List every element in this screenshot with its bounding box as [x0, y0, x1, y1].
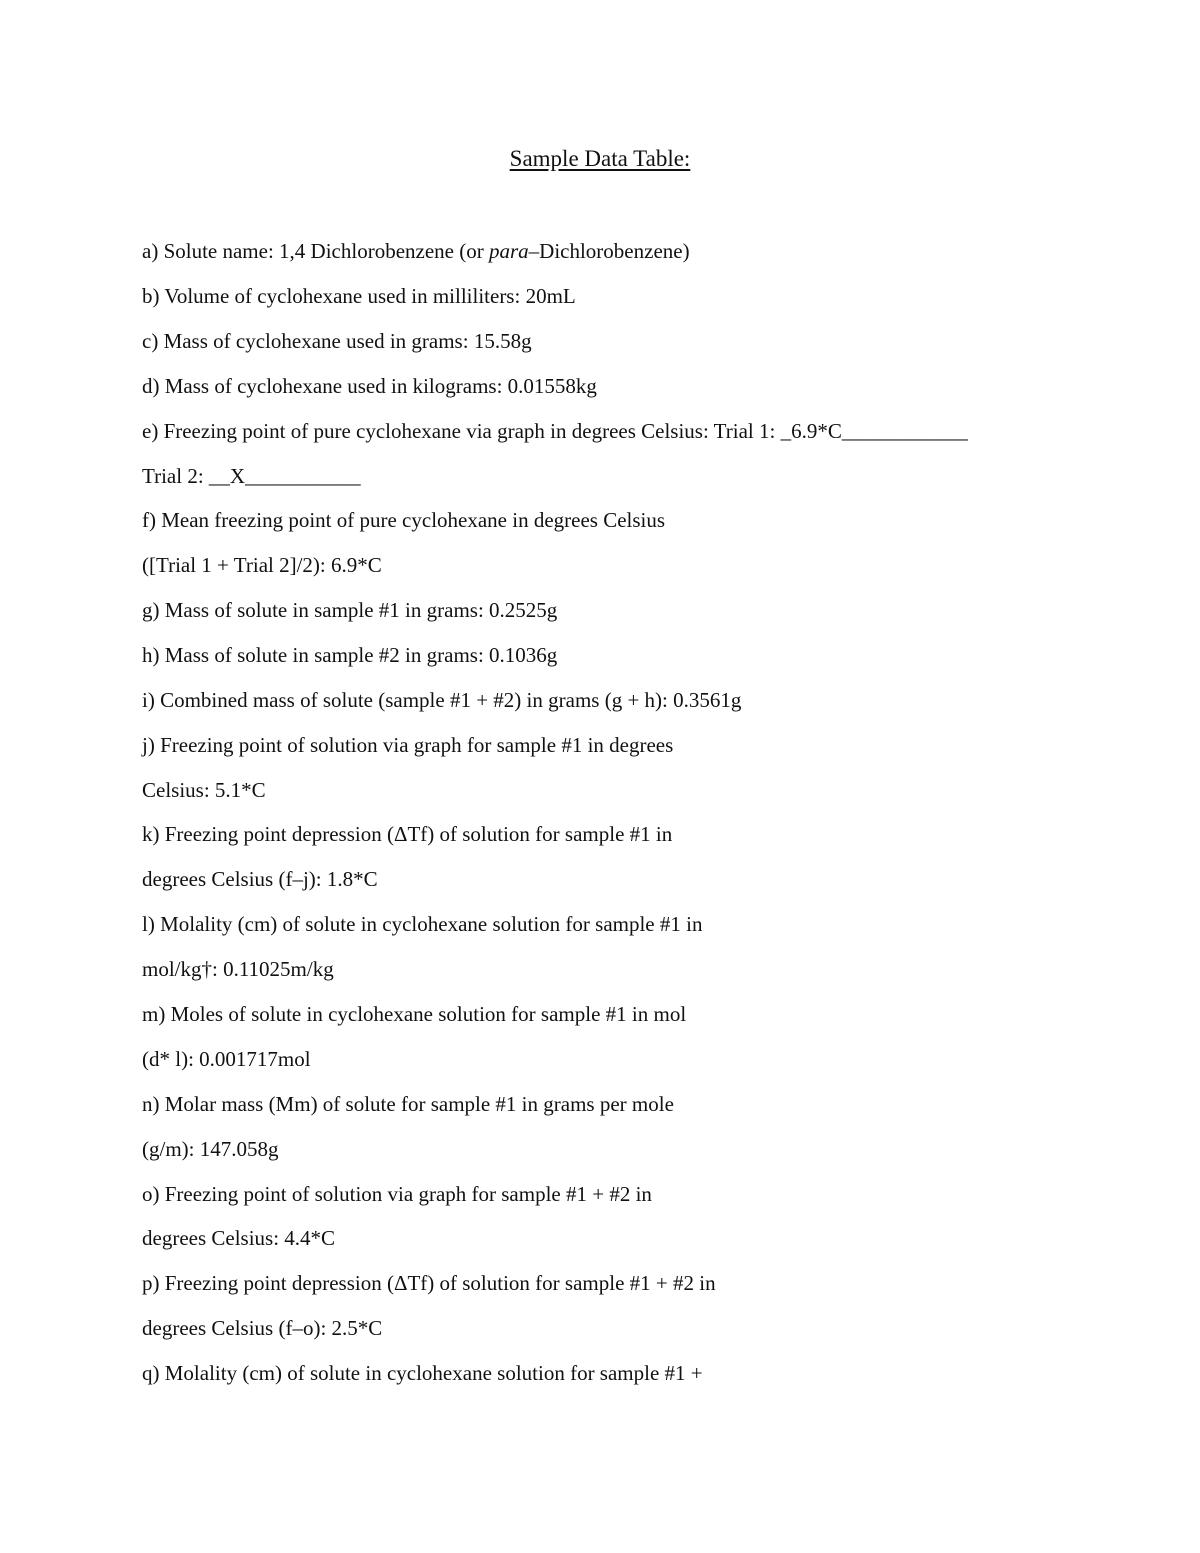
item-e-freezing-point-trial-2: Trial 2: __X___________ [142, 464, 361, 488]
item-q-molality-sample-1-2: q) Molality (cm) of solute in cyclohexane solution for sample #1 + [142, 1361, 703, 1385]
item-k-depression-sample-1-value: degrees Celsius (f–j): 1.8*C [142, 867, 378, 891]
item-c-mass-grams: c) Mass of cyclohexane used in grams: 15.58g [142, 329, 532, 353]
page-title: Sample Data Table: [509, 146, 691, 171]
item-f-mean-freezing-point-value: ([Trial 1 + Trial 2]/2): 6.9*C [142, 553, 382, 577]
item-f-mean-freezing-point: f) Mean freezing point of pure cyclohexane in degrees Celsius [142, 508, 666, 532]
item-i-combined-mass: i) Combined mass of solute (sample #1 + #2) in grams (g + h): 0.3561g [142, 688, 742, 712]
item-o-freezing-point-sample-1-2-value: degrees Celsius: 4.4*C [142, 1226, 336, 1250]
item-j-freezing-point-sample-1: j) Freezing point of solution via graph for sample #1 in degrees [142, 733, 674, 757]
item-d-mass-kilograms: d) Mass of cyclohexane used in kilograms: 0.01558kg [142, 374, 597, 398]
item-l-molality-sample-1: l) Molality (cm) of solute in cyclohexane solution for sample #1 in [142, 912, 703, 936]
item-g-mass-sample-1: g) Mass of solute in sample #1 in grams: 0.2525g [142, 598, 558, 622]
item-n-molar-mass: n) Molar mass (Mm) of solute for sample #1 in grams per mole [142, 1092, 674, 1116]
item-a-solute-name [142, 238, 690, 264]
item-a-italic: para [488, 239, 529, 263]
item-o-freezing-point-sample-1-2: o) Freezing point of solution via graph for sample #1 + #2 in [142, 1182, 652, 1206]
item-a-text: a) Solute name: 1,4 Dichlorobenzene (or [142, 239, 489, 263]
item-k-depression-sample-1: k) Freezing point depression (ΔTf) of solution for sample #1 in [142, 822, 673, 846]
item-l-molality-sample-1-value: mol/kg†: 0.11025m/kg [142, 957, 334, 981]
item-p-depression-sample-1-2: p) Freezing point depression (ΔTf) of solution for sample #1 + #2 in [142, 1271, 716, 1295]
item-j-freezing-point-sample-1-value: Celsius: 5.1*C [142, 778, 266, 802]
item-p-depression-sample-1-2-value: degrees Celsius (f–o): 2.5*C [142, 1316, 383, 1340]
item-m-moles-sample-1-value: (d* l): 0.001717mol [142, 1047, 311, 1071]
item-m-moles-sample-1: m) Moles of solute in cyclohexane solution for sample #1 in mol [142, 1002, 687, 1026]
item-a-text-end: –Dichlorobenzene) [528, 239, 690, 263]
item-h-mass-sample-2: h) Mass of solute in sample #2 in grams: 0.1036g [142, 643, 558, 667]
item-e-freezing-point-trial-1: e) Freezing point of pure cyclohexane via graph in degrees Celsius: Trial 1: _6.9*C____________ [142, 419, 968, 443]
item-b-volume: b) Volume of cyclohexane used in milliliters: 20mL [142, 284, 576, 308]
item-n-molar-mass-value: (g/m): 147.058g [142, 1137, 279, 1161]
